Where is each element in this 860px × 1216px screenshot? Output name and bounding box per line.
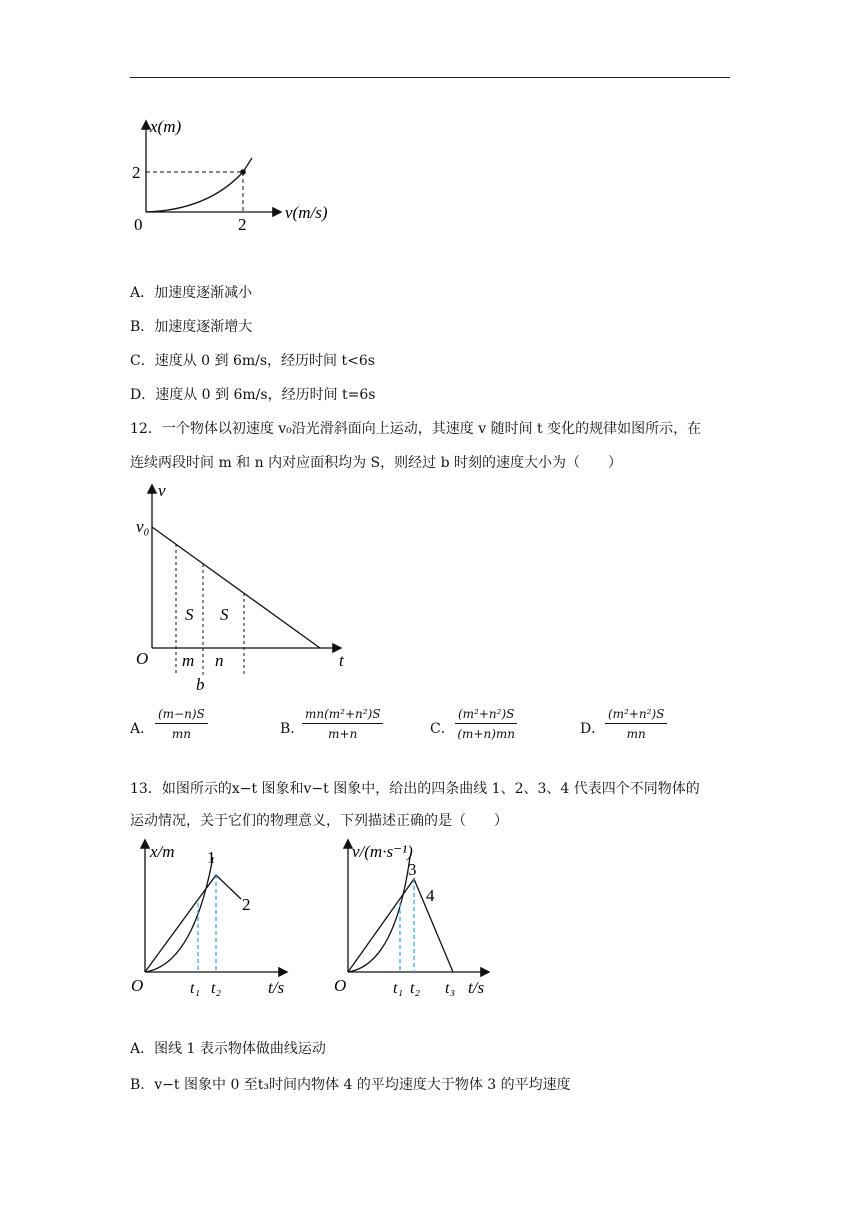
option-letter: C． <box>430 721 455 737</box>
velocity-line <box>152 527 320 648</box>
area-label-2: S <box>220 605 229 624</box>
origin-label: 0 <box>134 215 143 234</box>
numerator: (m²+n²)S <box>605 707 667 724</box>
y-axis-label: v <box>158 481 166 500</box>
option-c-11: C．速度从 0 到 6m/s，经历时间 t<6s <box>130 353 375 369</box>
v0-label: v₀ <box>136 517 150 536</box>
question-13-line1: 13．如图所示的x−t 图象和v−t 图象中，给出的四条曲线 1、2、3、4 代表四个不同物体的 <box>130 781 700 797</box>
y-axis-label: x/m <box>150 842 175 861</box>
tick-t2: t₂ <box>410 980 421 997</box>
option-letter: B． <box>280 721 305 737</box>
option-b-12 <box>280 718 304 738</box>
option-a-11: A．加速度逐渐减小 <box>130 285 253 301</box>
x-axis-label: v(m/s) <box>285 203 328 222</box>
option-a-12 <box>130 718 154 738</box>
origin-label: O <box>334 976 347 995</box>
option-d-11: D．速度从 0 到 6m/s，经历时间 t=6s <box>130 387 376 403</box>
origin-label: O <box>131 976 144 995</box>
v-t-graph <box>130 480 370 695</box>
x-v-curve <box>146 158 252 212</box>
tick-t3: t₃ <box>445 980 456 997</box>
y-tick-label: 2 <box>132 163 141 182</box>
numerator: (m²+n²)S <box>455 707 517 724</box>
area-label-1: S <box>185 605 194 624</box>
x-axis-label: t/s <box>468 978 485 997</box>
denominator: m+n <box>328 727 358 741</box>
option-letter: D． <box>580 721 606 737</box>
option-a-12-fraction <box>155 707 208 741</box>
curve-label-4: 4 <box>426 886 435 905</box>
v-t-graph-2 <box>330 835 505 1000</box>
x-v-graph <box>128 112 348 232</box>
option-d-12 <box>580 718 605 738</box>
x-tick-label: 2 <box>238 215 247 234</box>
option-b-13: B．v−t 图象中 0 至t₃时间内物体 4 的平均速度大于物体 3 的平均速度 <box>130 1077 571 1093</box>
numerator: mn(m²+n²)S <box>302 707 383 724</box>
interval-label-m: m <box>182 651 195 670</box>
curve-2 <box>145 875 241 972</box>
option-c-12 <box>430 718 455 738</box>
option-b-11: B．加速度逐渐增大 <box>130 319 253 335</box>
question-13-line2: 运动情况，关于它们的物理意义，下列描述正确的是（ ） <box>130 813 508 829</box>
x-axis-label: t/s <box>268 978 285 997</box>
point-label-b: b <box>196 675 205 694</box>
question-12-line2: 连续两段时间 m 和 n 内对应面积均为 S，则经过 b 时刻的速度大小为（ ） <box>130 455 622 471</box>
header-rule <box>130 77 730 78</box>
question-12-line1: 12．一个物体以初速度 v₀沿光滑斜面向上运动，其速度 v 随时间 t 变化的规律如图所示，在 <box>130 421 702 437</box>
option-a-13: A．图线 1 表示物体做曲线运动 <box>130 1041 326 1057</box>
denominator: mn <box>171 727 191 741</box>
interval-label-n: n <box>215 651 224 670</box>
option-b-12-fraction <box>302 707 383 741</box>
option-c-12-fraction <box>455 707 517 741</box>
x-axis-label: t <box>339 651 344 670</box>
curve-1 <box>145 857 213 972</box>
option-d-12-fraction <box>605 707 667 741</box>
option-letter: A． <box>130 721 155 737</box>
tick-t1: t₁ <box>190 980 201 997</box>
y-axis-label: v/(m·s⁻¹) <box>352 842 413 861</box>
curve-label-1: 1 <box>207 848 216 867</box>
tick-t1: t₁ <box>393 980 404 997</box>
numerator: (m−n)S <box>155 707 208 724</box>
y-axis-label: x(m) <box>150 117 182 136</box>
curve-point <box>240 169 246 175</box>
x-t-graph <box>128 835 303 1000</box>
denominator: mn <box>626 727 646 741</box>
curve-label-3: 3 <box>408 860 417 879</box>
tick-t2: t₂ <box>211 980 222 997</box>
denominator: (m+n)mn <box>457 727 515 741</box>
origin-label: O <box>136 649 149 668</box>
curve-3 <box>348 857 410 972</box>
curve-label-2: 2 <box>242 895 251 914</box>
